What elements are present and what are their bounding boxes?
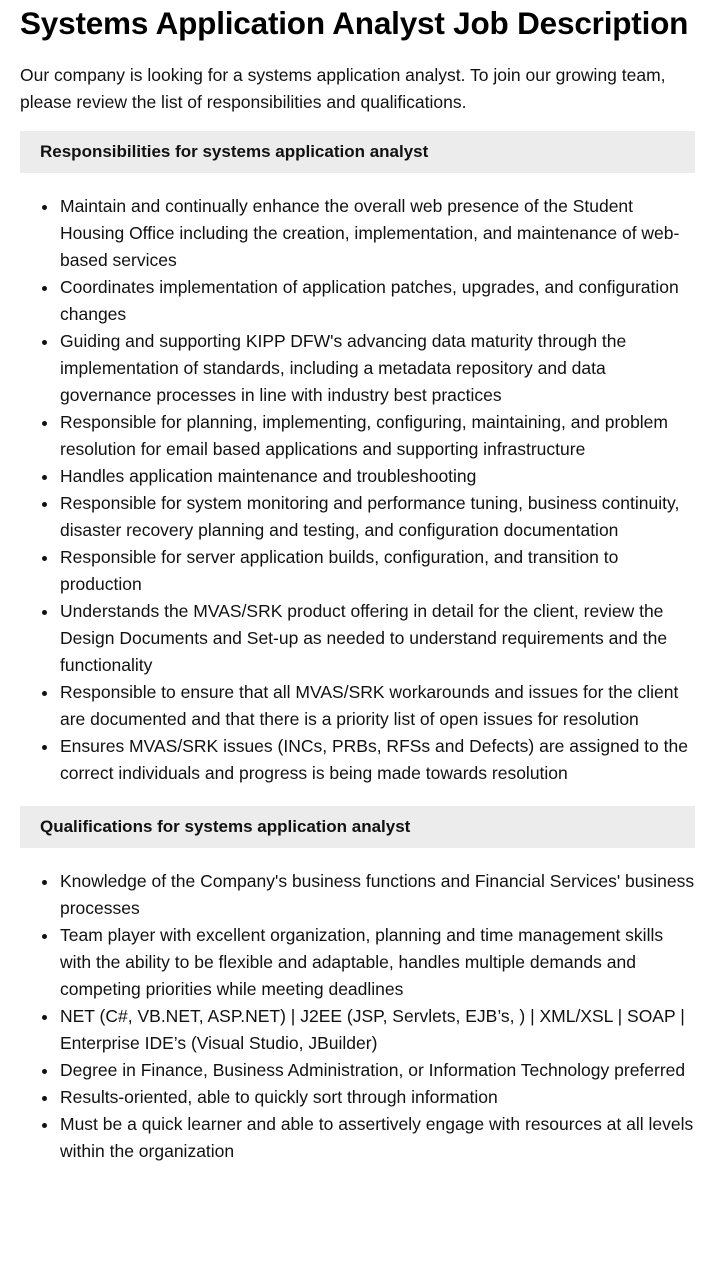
list-item: NET (C#, VB.NET, ASP.NET) | J2EE (JSP, Servlets, EJB’s, ) | XML/XSL | SOAP | Enterprise IDE’s (Visual Studio, JBuilder) [60,1003,695,1057]
list-item: Coordinates implementation of application patches, upgrades, and configuration changes [60,274,695,328]
responsibilities-header: Responsibilities for systems application analyst [20,131,695,173]
responsibilities-list [20,193,695,787]
list-item: Degree in Finance, Business Administration, or Information Technology preferred [60,1057,695,1084]
list-item: Guiding and supporting KIPP DFW's advancing data maturity through the implementation of standards, including a metadata repository and data governance processes in line with industry best practices [60,328,695,409]
list-item: Ensures MVAS/SRK issues (INCs, PRBs, RFSs and Defects) are assigned to the correct individuals and progress is being made towards resolution [60,733,695,787]
responsibilities-section [20,131,695,787]
list-item: Responsible to ensure that all MVAS/SRK workarounds and issues for the client are documented and that there is a priority list of open issues for resolution [60,679,695,733]
list-item: Knowledge of the Company's business functions and Financial Services' business processes [60,868,695,922]
list-item: Results-oriented, able to quickly sort through information [60,1084,695,1111]
list-item: Team player with excellent organization, planning and time management skills with the ability to be flexible and adaptable, handles multiple demands and competing priorities while meeting deadlines [60,922,695,1003]
list-item: Understands the MVAS/SRK product offering in detail for the client, review the Design Documents and Set-up as needed to understand requirements and the functionality [60,598,695,679]
qualifications-header: Qualifications for systems application analyst [20,806,695,848]
list-item: Responsible for planning, implementing, configuring, maintaining, and problem resolution for email based applications and supporting infrastructure [60,409,695,463]
qualifications-section [20,806,695,1165]
list-item: Responsible for system monitoring and performance tuning, business continuity, disaster recovery planning and testing, and configuration documentation [60,490,695,544]
page-title: Systems Application Analyst Job Description [20,5,689,41]
list-item: Maintain and continually enhance the overall web presence of the Student Housing Office including the creation, implementation, and maintenance of web-based services [60,193,695,274]
qualifications-list [20,868,695,1165]
list-item: Responsible for server application builds, configuration, and transition to production [60,544,695,598]
intro-paragraph: Our company is looking for a systems application analyst. To join our growing team, please review the list of responsibilities and qualifications. [20,65,666,112]
list-item: Must be a quick learner and able to assertively engage with resources at all levels within the organization [60,1111,695,1165]
list-item: Handles application maintenance and troubleshooting [60,463,695,490]
